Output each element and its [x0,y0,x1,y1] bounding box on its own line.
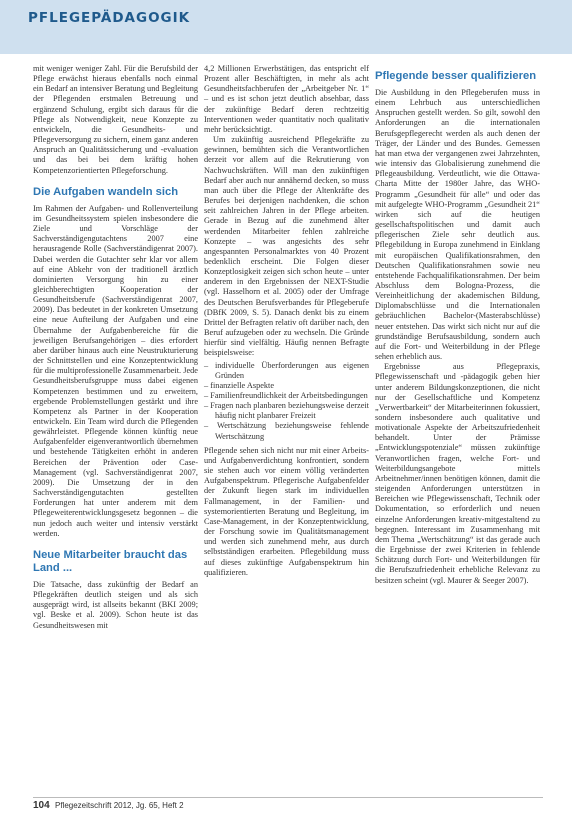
column-3 [375,64,540,586]
paragraph: Die Tatsache, dass zukünftig der Bedarf an Pflegekräften deutlich steigen und als sich ausgeprägt wird, ist allseits bekannt (BKI 2009; vgl. Beske et al. 2009). Schon heute ist das Gesundheitswesen mit [33,579,198,630]
subheading: Neue Mitarbeiter braucht das Land ... [33,548,188,574]
paragraph: Ergebnisse aus Pflegepraxis, Pflegewissenschaft und -pädagogik geben hier unter anderem Bildungskonzeptionen, die nicht nur der Gesellschaftliche und Kompetenz „Verwertbarkeit“ der Mitarbeiterinnen fokussiert, sondern insbesondere auch qualitative und motivationale Aspekte der Arbeitszufriedenheit behandelt. Unter der Prämisse „Entwicklungspotenziale“ müssen zukünftige Veranwortlichen fragen, welche Fort- und Weiterbildungsangebote mittels Arbeitnehmer/innen benötigen können, damit die steigenden Anforderungen unterstützen in Bereichen wie Pflegewissenschaft, Technik oder Dokumentation, so erforderlich und neuen einzelne Anforderungen kreativ-mitgestaltend zu begegnen. Interessant im Zusammenhang mit dem Thema „Wertschätzung“ ist das gerade auch die Ergebnisse der zwei Kriterien in fehlende Schätzung durch Fort- und Weiterbildungen für die Berufszufriedenheit erhebliche Relevanz zu besitzen scheint (vgl. Maurer & Seeger 2007). [375,362,540,585]
header-band [0,0,572,54]
paragraph: Pflegende sehen sich nicht nur mit einer Arbeits- und Aufgabenverdichtung konfrontiert, sondern sie stehen auch vor einem völlig veränderten Aufgabenspektrum. Pflegerische Aufgabenfelder der Zukunft liegen stark im individuellen Fallmanagement, in der Familien- und systemorientierten Beratung und Begleitung, im Case-Management, in der Konzeptentwicklung, der Forschung sowie im Qualitätsmanagement und werden sich zunehmend mehr, aus durch selbstständigen erarbeiten. Pflegebildung muss auf dieses zukünftige Aufgabenspektrum hin qualifizieren. [204,445,369,577]
paragraph: Um zukünftig ausreichend Pflegekräfte zu gewinnen, bemühten sich die Verantwortlichen derzeit vor allem auf die Rekrutierung von Nachwuchskräften. Will man den zukünftigen Bedarf aber auch nur annähernd decken, so muss man auch über die Pflege der Altenkräfte des Berufes bei derjenigen nachdenken, die schon seit zahlreichen Jahren in der Pflege arbeiten. Gerade in Bezug auf die zunehmend älter werdenden Mitarbeiter fehlen zahlreiche Konzepte – was angesichts des sehr angespannten Personalmarktes von 40 Prozent bedenklich erscheint. Die Folgen dieser Konzeptlosigkeit zeigen sich schon heute – unter anderem in den Ergebnissen der NEXT-Studie (vgl. Hasselhorn et al. 2005) oder der Umfrage des Deutschen Berufsverbandes für Pflegeberufe (DBfK 2009, S. 5). Danach denkt bis zu einem Drittel der Befragten relativ oft darüber nach, den Beruf aufzugeben oder zu wechseln. Die Gründe hierfür sind vielfältig. Häufig nennen Befragte beispielsweise: [204,135,369,358]
list-item: – Familienfreundlichkeit der Arbeitsbedingungen [204,391,369,401]
column-1 [33,64,198,631]
bullet-list [204,361,369,442]
journal-citation: Pflegezeitschrift 2012, Jg. 65, Heft 2 [55,801,184,810]
list-item: – Wertschätzung beziehungsweise fehlende Wertschätzung [204,421,369,441]
column-2 [204,64,369,578]
list-item: – finanzielle Aspekte [204,381,369,391]
section-label: PFLEGEPÄDAGOGIK [28,10,191,26]
paragraph: Die Ausbildung in den Pflegeberufen muss in einem Lehrbuch aus unterschiedlichen Anspruchen gestellt werden. So gilt, sowohl den Anforderungen an die internationalen Berufsgepflegerecht werden als auch denen der Träger, der Länder und des Bundes. Gemessen hat man etwa der vergangenen zwei Jahrzehnten, wie intensiv das Globalisierung zunehmend die Pflegeausbildung. Verdeutlicht, wie die Ottawa-Charta Mitte der 1980er Jahre, das WHO-Programm „Gesundheit für alle“ und oder das mit aufgelegte WHO-Programm „Gesundheit 21“ wirken sich auf die heutigen gesellschaftspolitischen und damit auch pflegerischen Ziele sehr deutlich aus. Pflegebildung in Europa zunehmend in Einklang mit europäischen Qualifikationsrahmen, den Deutschen Qualifikationsrahmen sowie neu entstehende Fachqualifikationsrahmen. Der beim Abschluss dem Bologna-Prozess, die Vereinheitlichung der akademischen Bildung, Diplomabschlüsse und die Internationalen gebräuchlichen Bachelor-(Masterabschlüsse) neuer entstehen. Das wirkt sich nicht nur auf die grundständige Berufsausbildung, sondern auch auf die Fort- und Weiterbildung in der Pflege sehen erheblich aus. [375,88,540,362]
paragraph: 4,2 Millionen Erwerbstätigen, das entspricht elf Prozent aller Beschäftigten, in mehr als acht Gesundheitsfachberufen der „Arbeitgeber Nr. 1“ – und es ist schon jetzt deutlich absehbar, dass der zukünftige Bedarf deren rechtzeitig Interventionen weder quantitativ noch qualitativ mehr berücksichtigt. [204,64,369,134]
page-footer [33,797,543,812]
list-item: – individuelle Überforderungen aus eigenen Gründen [204,361,369,381]
paragraph: mit weniger weniger Zahl. Für die Berufsbild der Pflege erwächst hieraus ebenfalls noch einmal ein Bedarf an intensiver Beratung und Begleitung der Pflegenden erstmalen Betreuung und ergänzend Schulung, ergibt sich daraus für die Pflege als Notwendigkeit, neue Konzepte zu entwickeln, die Gesundheits- und Pflegeversorgung zu sichern, einem ganz anderen Anspruch an Qualitätssicherung und -evaluation und das bei bei dem kräftig hohen Kompetenzorientierten Pflegeforschung. [33,64,198,175]
subheading: Die Aufgaben wandeln sich [33,185,179,198]
page-number: 104 [33,800,50,811]
list-item: – Fragen nach planbaren beziehungsweise derzeit häufig nicht planbarer Freizeit [204,401,369,421]
paragraph: Im Rahmen der Aufgaben- und Rollenverteilung im Gesundheitssystem spielen insbesondere die Ziele und Vorschläge der Sachverständigengutachtens 2007 eine herausragende Rolle (Sachverständigenrat 2007). Dabei werden die Gutachter sehr klar vor allem auf eine Abkehr von der traditionell ärztlich dominierten Versorgung hin zu einer gleichberechtigten Kooperation der Gesundheitsberufe (Sachverständigenrat 2007, 2009). Das bedeutet in der konkreten Umsetzung eine neue Aufteilung der Aufgaben und eine Übernahme der Aufgabenbereiche für die jeweiligen Berufsangehörigen – dies erfordert aber darüber hinaus auch eine Neustrukturierung der Schnittstellen und eine Konzeptentwicklung für die multiprofessionelle Zusammenarbeit. Jede Gesundheitsberufsgruppe muss dabei eigenen Kompetenzen bestimmen und zu erweitern, ergebende Problemstellungen gestärkt und ihre Kompetenz als Partner in der Kooperation entwickeln. Ein Team wird durch die Pflegenden gewährleistet. Pflegende können künftig neue Aufgabenfelder eigenverantwortlich übernehmen und bestehende Tätigkeiten erhöht in anderen Bereichen der Prävention oder Case-Management (vgl. Sachverständigenrat 2007, 2009). Die Umsetzung der in den Sachverständigengutachten gestellten Forderungen hat unter anderem mit dem Pflegeweiterentwicklungsgesetz begonnen – die nun jedoch auch weiter und intensiv verstärkt werden. [33,203,198,538]
subheading: Pflegende besser qualifizieren [375,70,537,82]
